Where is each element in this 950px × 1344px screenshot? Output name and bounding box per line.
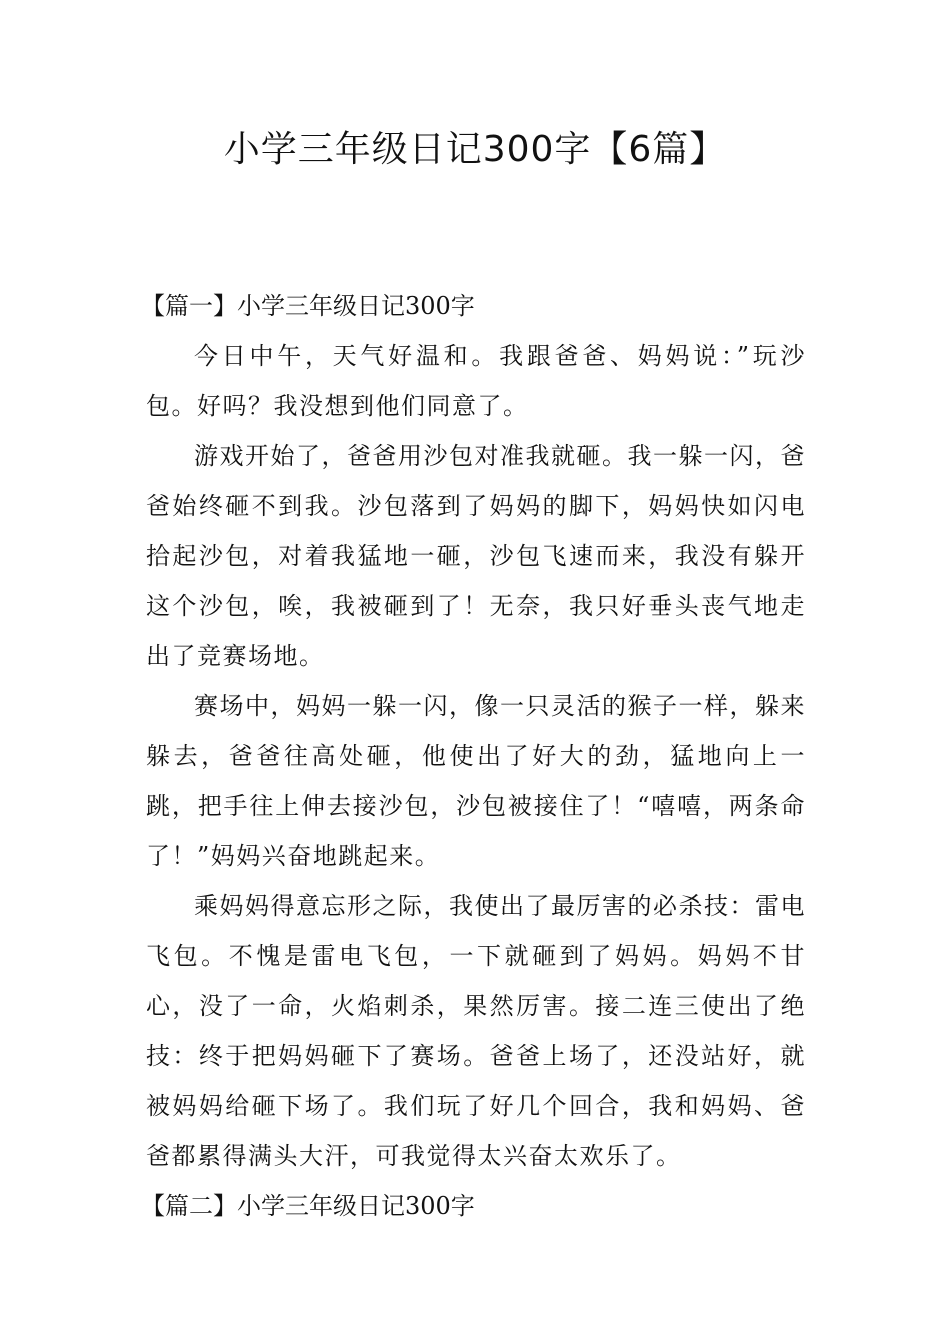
paragraph-3: 赛场中，妈妈一躲一闪，像一只灵活的猴子一样，躲来躲去，爸爸往高处砸，他使出了好大的劲，猛地向上一跳，把手往上伸去接沙包，沙包被接住了！“嘻嘻，两条命了！”妈妈兴奋地跳起来。 bbox=[146, 692, 806, 870]
paragraph-4: 乘妈妈得意忘形之际，我使出了最厉害的必杀技：雷电飞包。不愧是雷电飞包，一下就砸到了妈妈。妈妈不甘心，没了一命，火焰刺杀，果然厉害。接二连三使出了绝技：终于把妈妈砸下了赛场。爸爸上场了，还没站好，就被妈妈给砸下场了。我们玩了好几个回合，我和妈妈、爸爸都累得满头大汗，可我觉得太兴奋太欢乐了。 bbox=[146, 892, 806, 1170]
paragraph-2: 游戏开始了，爸爸用沙包对准我就砸。我一躲一闪，爸爸始终砸不到我。沙包落到了妈妈的脚下，妈妈快如闪电拾起沙包，对着我猛地一砸，沙包飞速而来，我没有躲开这个沙包，唉，我被砸到了！无奈，我只好垂头丧气地走出了竞赛场地。 bbox=[146, 442, 806, 670]
section-heading-2: 【篇二】小学三年级日记300字 bbox=[141, 1192, 475, 1220]
paragraph-1: 今日中午，天气好温和。我跟爸爸、妈妈说：”玩沙包。好吗？我没想到他们同意了。 bbox=[146, 342, 806, 420]
document-body bbox=[141, 281, 806, 1231]
document-title: 小学三年级日记300字【6篇】 bbox=[223, 129, 727, 170]
section-heading-1: 【篇一】小学三年级日记300字 bbox=[141, 292, 475, 320]
